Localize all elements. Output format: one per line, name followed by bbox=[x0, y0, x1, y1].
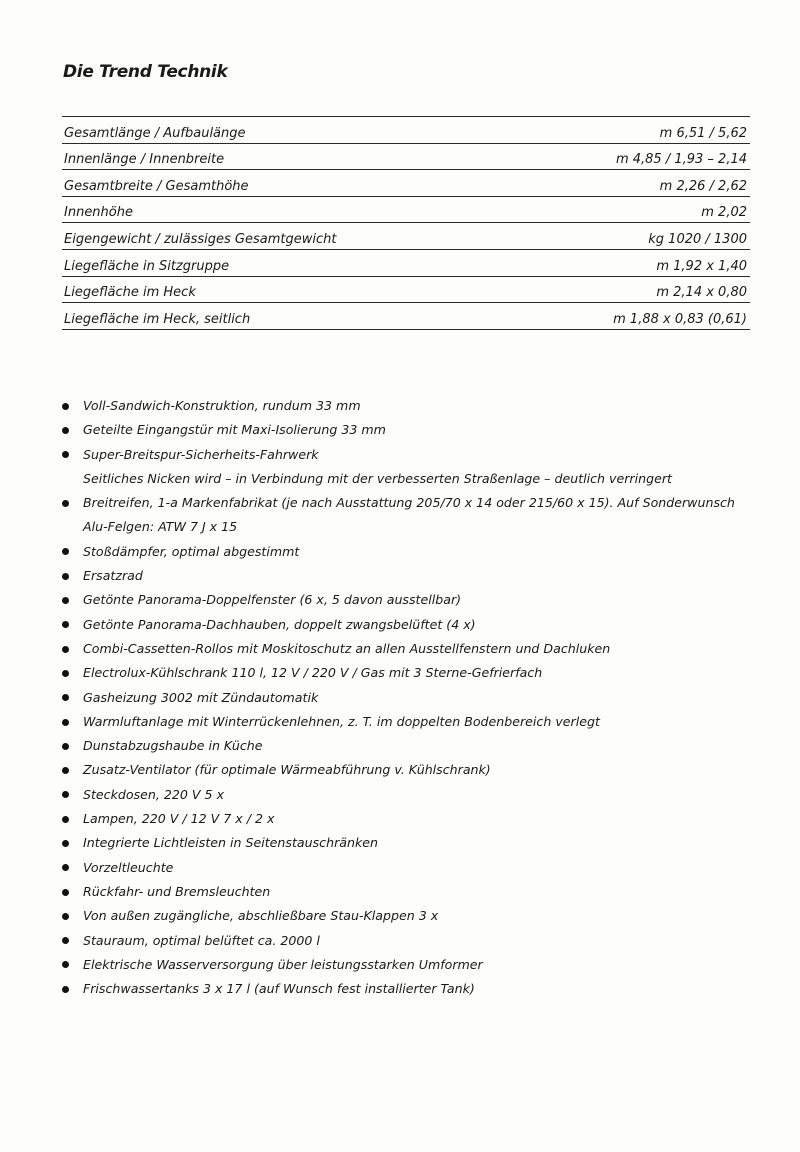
feature-text: Ersatzrad bbox=[83, 568, 143, 584]
bullet-icon bbox=[62, 621, 69, 628]
list-item bbox=[62, 977, 752, 1001]
bullet-icon bbox=[62, 743, 69, 750]
feature-text: Combi-Cassetten-Rollos mit Moskitoschutz an allen Ausstellfenstern und Dachluken bbox=[83, 640, 611, 656]
spec-row bbox=[62, 250, 750, 277]
list-item bbox=[62, 418, 752, 442]
bullet-icon bbox=[62, 573, 69, 580]
list-item bbox=[62, 540, 752, 564]
list-item bbox=[62, 564, 752, 588]
spec-label: Liegefläche in Sitzgruppe bbox=[64, 258, 230, 274]
spec-row bbox=[62, 144, 750, 171]
spec-label: Innenlänge / Innenbreite bbox=[64, 152, 225, 168]
feature-text: Vorzeltleuchte bbox=[83, 859, 174, 875]
list-item bbox=[62, 953, 752, 977]
spec-value: m 2,26 / 2,62 bbox=[659, 178, 747, 194]
feature-text: Geteilte Eingangstür mit Maxi-Isolierung 33 mm bbox=[83, 422, 386, 438]
spec-value: kg 1020 / 1300 bbox=[648, 231, 747, 247]
list-item bbox=[62, 686, 752, 710]
bullet-icon bbox=[62, 670, 69, 677]
bullet-icon bbox=[62, 451, 69, 458]
feature-continuation: Seitliches Nicken wird – in Verbindung mit der verbesserten Straßenlage – deutlich verringert bbox=[83, 470, 672, 486]
list-item bbox=[62, 394, 752, 418]
list-item bbox=[62, 613, 752, 637]
feature-text: Getönte Panorama-Dachhauben, doppelt zwangsbelüftet (4 x) bbox=[83, 616, 476, 632]
spec-row bbox=[62, 170, 750, 197]
feature-text: Lampen, 220 V / 12 V 7 x / 2 x bbox=[83, 811, 275, 827]
spec-value: m 1,92 x 1,40 bbox=[656, 258, 747, 274]
bullet-icon bbox=[62, 913, 69, 920]
bullet-icon bbox=[62, 500, 69, 507]
list-item bbox=[62, 637, 752, 661]
bullet-icon bbox=[62, 986, 69, 993]
feature-text: Steckdosen, 220 V 5 x bbox=[83, 786, 225, 802]
bullet-icon bbox=[62, 403, 69, 410]
feature-continuation: Alu-Felgen: ATW 7 J x 15 bbox=[83, 519, 238, 535]
spec-value: m 2,14 x 0,80 bbox=[656, 285, 747, 301]
feature-text: Stoßdämpfer, optimal abgestimmt bbox=[83, 543, 300, 559]
list-item bbox=[62, 880, 752, 904]
spec-row bbox=[62, 117, 750, 144]
bullet-icon bbox=[62, 597, 69, 604]
feature-text: Integrierte Lichtleisten in Seitenstauschränken bbox=[83, 835, 378, 851]
feature-text: Getönte Panorama-Doppelfenster (6 x, 5 davon ausstellbar) bbox=[83, 592, 462, 608]
list-item bbox=[62, 831, 752, 855]
spec-label: Gesamtbreite / Gesamthöhe bbox=[64, 178, 249, 194]
bullet-icon bbox=[62, 646, 69, 653]
feature-text: Rückfahr- und Bremsleuchten bbox=[83, 883, 271, 899]
spec-row bbox=[62, 197, 750, 224]
list-item bbox=[62, 710, 752, 734]
spec-label: Liegefläche im Heck, seitlich bbox=[64, 311, 251, 327]
bullet-icon bbox=[62, 767, 69, 774]
list-item bbox=[62, 929, 752, 953]
bullet-icon bbox=[62, 937, 69, 944]
feature-text: Elektrische Wasserversorgung über leistungsstarken Umformer bbox=[83, 956, 483, 972]
bullet-icon bbox=[62, 816, 69, 823]
spec-value: m 6,51 / 5,62 bbox=[659, 125, 747, 141]
bullet-icon bbox=[62, 694, 69, 701]
bullet-icon bbox=[62, 961, 69, 968]
spec-value: m 1,88 x 0,83 (0,61) bbox=[613, 311, 747, 327]
bullet-icon bbox=[62, 864, 69, 871]
feature-text: Warmluftanlage mit Winterrückenlehnen, z. T. im doppelten Bodenbereich verlegt bbox=[83, 713, 600, 729]
spec-label: Liegefläche im Heck bbox=[64, 285, 196, 301]
bullet-icon bbox=[62, 548, 69, 555]
spec-row bbox=[62, 303, 750, 330]
list-item bbox=[62, 661, 752, 685]
list-item bbox=[62, 856, 752, 880]
spec-value: m 4,85 / 1,93 – 2,14 bbox=[615, 152, 747, 168]
list-item bbox=[62, 904, 752, 928]
spec-row bbox=[62, 223, 750, 250]
list-item bbox=[62, 734, 752, 758]
feature-text: Zusatz-Ventilator (für optimale Wärmeabführung v. Kühlschrank) bbox=[83, 762, 491, 778]
bullet-icon bbox=[62, 840, 69, 847]
feature-text: Stauraum, optimal belüftet ca. 2000 l bbox=[83, 932, 320, 948]
feature-text: Frischwassertanks 3 x 17 l (auf Wunsch fest installierter Tank) bbox=[83, 981, 475, 997]
list-item bbox=[62, 807, 752, 831]
feature-text: Voll-Sandwich-Konstruktion, rundum 33 mm bbox=[83, 398, 361, 413]
spec-label: Gesamtlänge / Aufbaulänge bbox=[64, 125, 246, 141]
feature-text: Von außen zugängliche, abschließbare Stau-Klappen 3 x bbox=[83, 908, 439, 924]
spec-label: Innenhöhe bbox=[64, 205, 133, 221]
bullet-icon bbox=[62, 427, 69, 434]
bullet-icon bbox=[62, 719, 69, 726]
list-item bbox=[62, 443, 752, 492]
feature-text: Gasheizung 3002 mit Zündautomatik bbox=[83, 689, 319, 705]
list-item bbox=[62, 491, 752, 540]
spec-label: Eigengewicht / zulässiges Gesamtgewicht bbox=[64, 231, 337, 247]
list-item bbox=[62, 783, 752, 807]
feature-text: Super-Breitspur-Sicherheits-Fahrwerk bbox=[83, 446, 319, 462]
list-item bbox=[62, 588, 752, 612]
list-item bbox=[62, 758, 752, 782]
feature-text: Electrolux-Kühlschrank 110 l, 12 V / 220 V / Gas mit 3 Sterne-Gefrierfach bbox=[83, 665, 543, 681]
bullet-icon bbox=[62, 791, 69, 798]
spec-table bbox=[62, 116, 750, 330]
spec-row bbox=[62, 277, 750, 304]
feature-text: Dunstabzugshaube in Küche bbox=[83, 738, 263, 754]
bullet-icon bbox=[62, 889, 69, 896]
feature-text: Breitreifen, 1-a Markenfabrikat (je nach Ausstattung 205/70 x 14 oder 215/60 x 15). Auf Sonderwunsch bbox=[83, 495, 735, 511]
feature-list bbox=[62, 394, 752, 1001]
spec-value: m 2,02 bbox=[701, 205, 747, 221]
page-title: Die Trend Technik bbox=[63, 62, 228, 82]
